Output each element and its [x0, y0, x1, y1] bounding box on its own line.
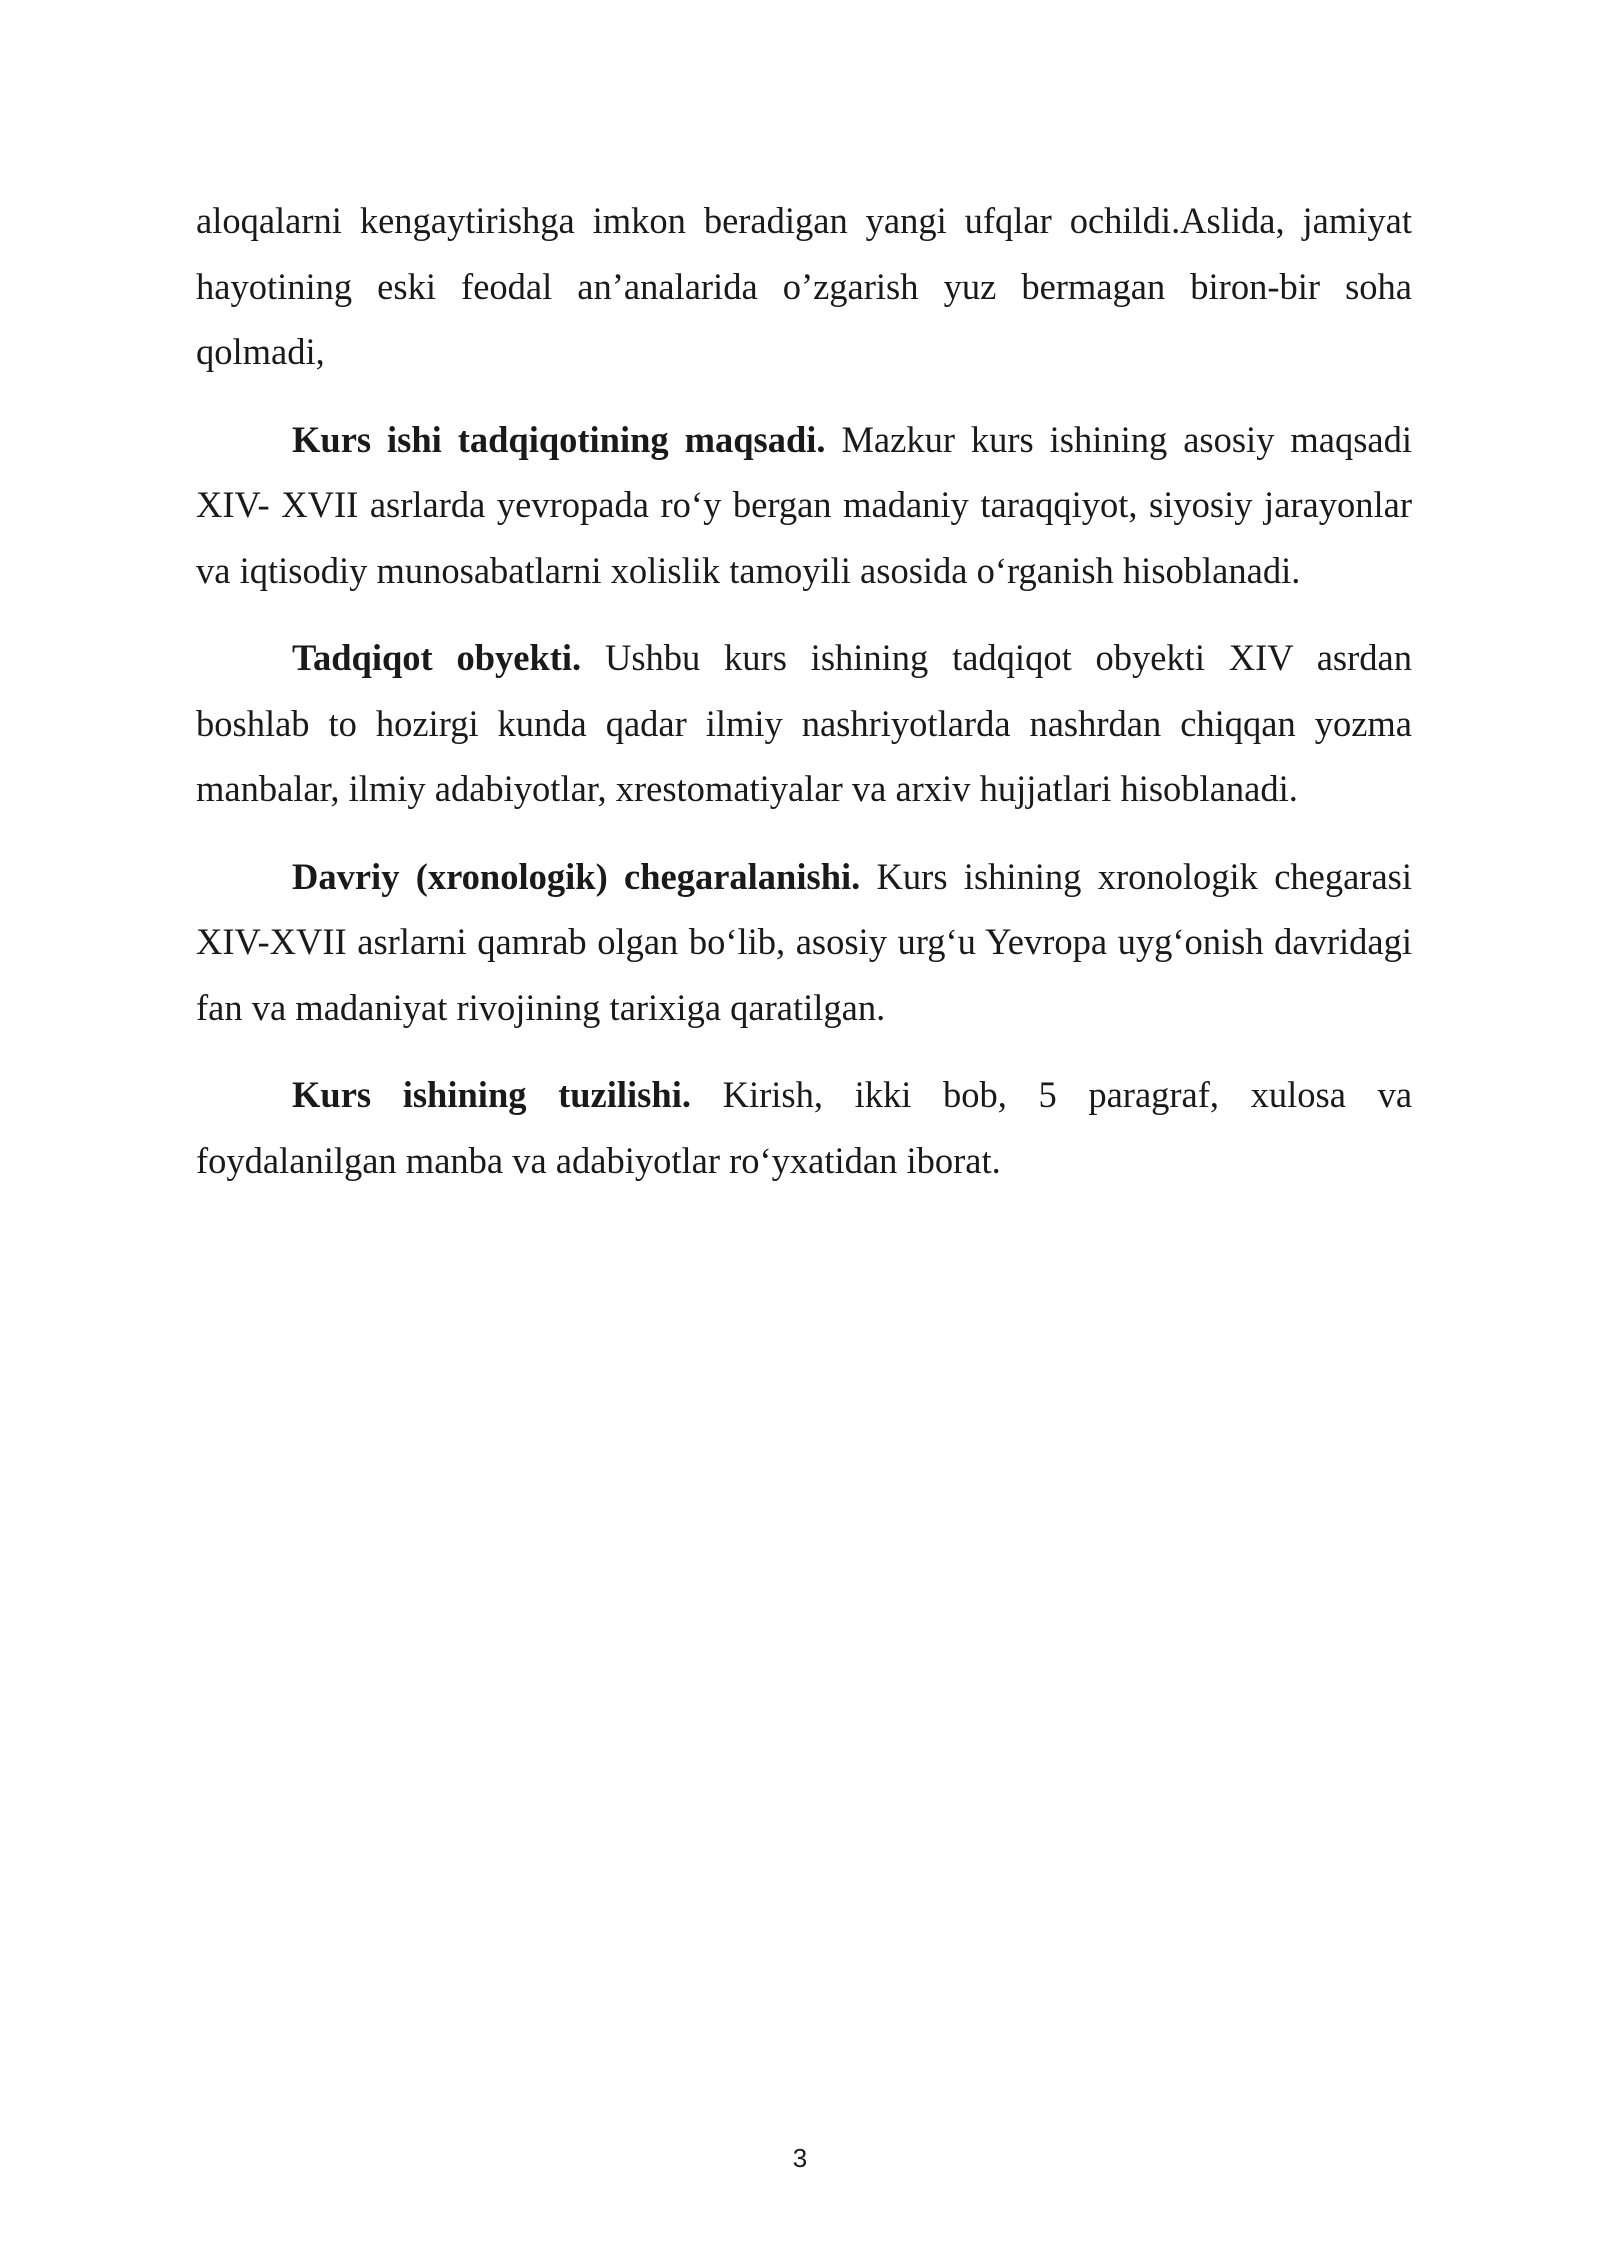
page-number: 3 — [792, 2143, 808, 2173]
paragraph-text: aloqalarni kengaytirishga imkon beradigan yangi ufqlar ochildi.Aslida, jamiyat hayotining eski feodal an’analarida o’zgarish yuz bermagan biron-bir soha qolmadi, — [196, 200, 1412, 372]
paragraph-research-goal — [196, 407, 1412, 604]
paragraph-heading: Davriy (xronologik) chegaralanishi. — [292, 855, 861, 897]
paragraph-text: Ushbu kurs ishining tadqiqot obyekti XIV asrdan boshlab to hozirgi kunda qadar ilmiy nashriyotlarda nashrdan chiqqan yozma manbalar, ilmiy adabiyotlar, xrestomatiyalar va arxiv hujjatlari hisoblanadi. — [196, 637, 1412, 809]
paragraph-continuation — [196, 188, 1412, 385]
paragraph-heading: Kurs ishi tadqiqotining maqsadi. — [292, 418, 826, 460]
paragraph-text: Mazkur kurs ishining asosiy maqsadi XIV- XVII asrlarda yevropada ro‘y bergan madaniy taraqqiyot, siyosiy jarayonlar va iqtisodiy munosabatlarni xolislik tamoyili asosida o‘rganish hisoblanadi. — [196, 418, 1412, 591]
paragraph-chronological-scope — [196, 844, 1412, 1041]
paragraph-research-object — [196, 625, 1412, 822]
paragraph-text: Kirish, ikki bob, 5 paragraf, xulosa va foydalanilgan manba va adabiyotlar ro‘yxatidan iborat. — [196, 1074, 1413, 1181]
paragraph-heading: Tadqiqot obyekti. — [292, 637, 582, 678]
paragraph-structure — [196, 1062, 1412, 1193]
paragraph-text: Kurs ishining xronologik chegarasi XIV-XVII asrlarni qamrab olgan bo‘lib, asosiy urg‘u Yevropa uyg‘onish davridagi fan va madaniyat rivojining tarixiga qaratilgan. — [196, 855, 1412, 1028]
paragraph-heading: Kurs ishining tuzilishi. — [292, 1074, 691, 1115]
text-body — [196, 188, 1412, 1215]
